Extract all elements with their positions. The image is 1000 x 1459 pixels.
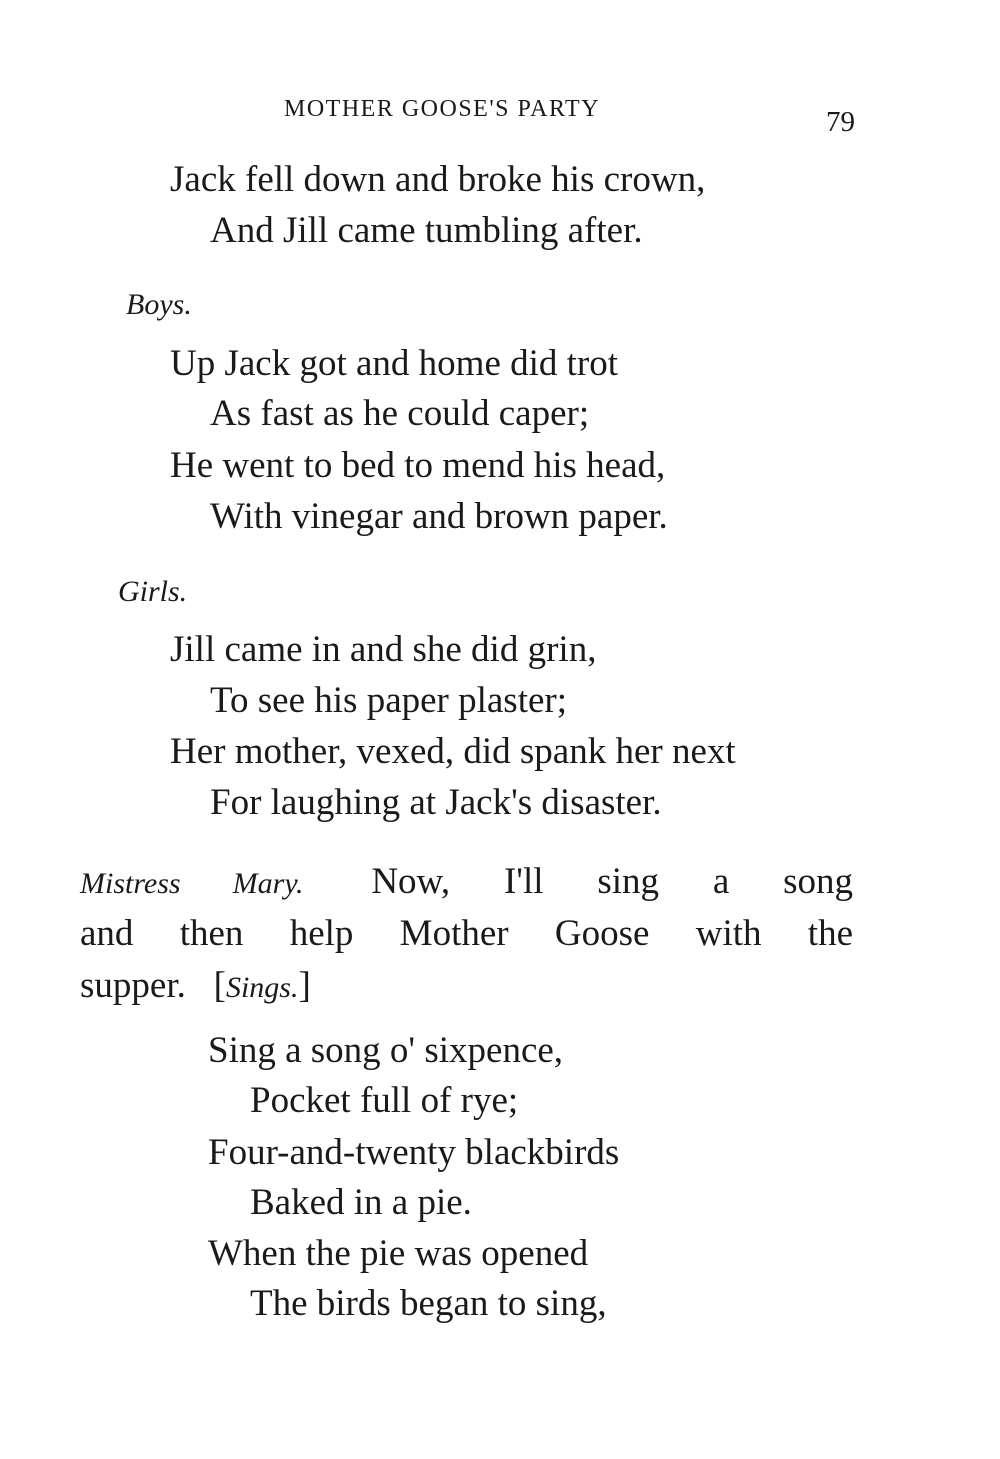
song-line: Pocket full of rye; xyxy=(250,1080,519,1121)
verse-line: Her mother, vexed, did spank her next xyxy=(170,731,736,772)
prose-paragraph xyxy=(80,856,853,1012)
song-line: Four-and-twenty blackbirds xyxy=(208,1132,620,1173)
speaker-girls: Girls. xyxy=(118,575,188,608)
stage-bracket-close: ] xyxy=(298,965,311,1006)
page-number: 79 xyxy=(826,106,855,138)
verse-line: To see his paper plaster; xyxy=(210,680,568,721)
verse-line: Jill came in and she did grin, xyxy=(170,629,597,670)
stage-direction xyxy=(214,965,311,1006)
verse-line: Jack fell down and broke his crown, xyxy=(170,159,706,200)
song-line: When the pie was opened xyxy=(208,1233,589,1274)
speaker-boys: Boys. xyxy=(126,288,192,321)
running-head: MOTHER GOOSE'S PARTY xyxy=(284,96,601,122)
stage-direction-text: Sings. xyxy=(225,971,299,1004)
song-line: Sing a song o' sixpence, xyxy=(208,1030,564,1071)
speaker-mistress-mary: Mistress Mary. xyxy=(80,867,304,900)
prose-text: Now, I'll sing a song xyxy=(371,861,854,902)
prose-line xyxy=(80,960,853,1012)
verse-line: He went to bed to mend his head, xyxy=(170,445,666,486)
verse-line: For laughing at Jack's disaster. xyxy=(210,782,662,823)
prose-text: supper. xyxy=(80,965,186,1006)
song-line: The birds began to sing, xyxy=(250,1283,607,1324)
song-line: Baked in a pie. xyxy=(250,1182,472,1223)
verse-line: As fast as he could caper; xyxy=(210,393,590,434)
prose-line xyxy=(80,856,853,908)
stage-bracket-open: [ xyxy=(213,965,226,1006)
verse-line: Up Jack got and home did trot xyxy=(170,343,619,384)
verse-line: And Jill came tumbling after. xyxy=(210,210,643,251)
prose-line: and then help Mother Goose with the xyxy=(80,913,853,954)
verse-line: With vinegar and brown paper. xyxy=(210,496,668,537)
